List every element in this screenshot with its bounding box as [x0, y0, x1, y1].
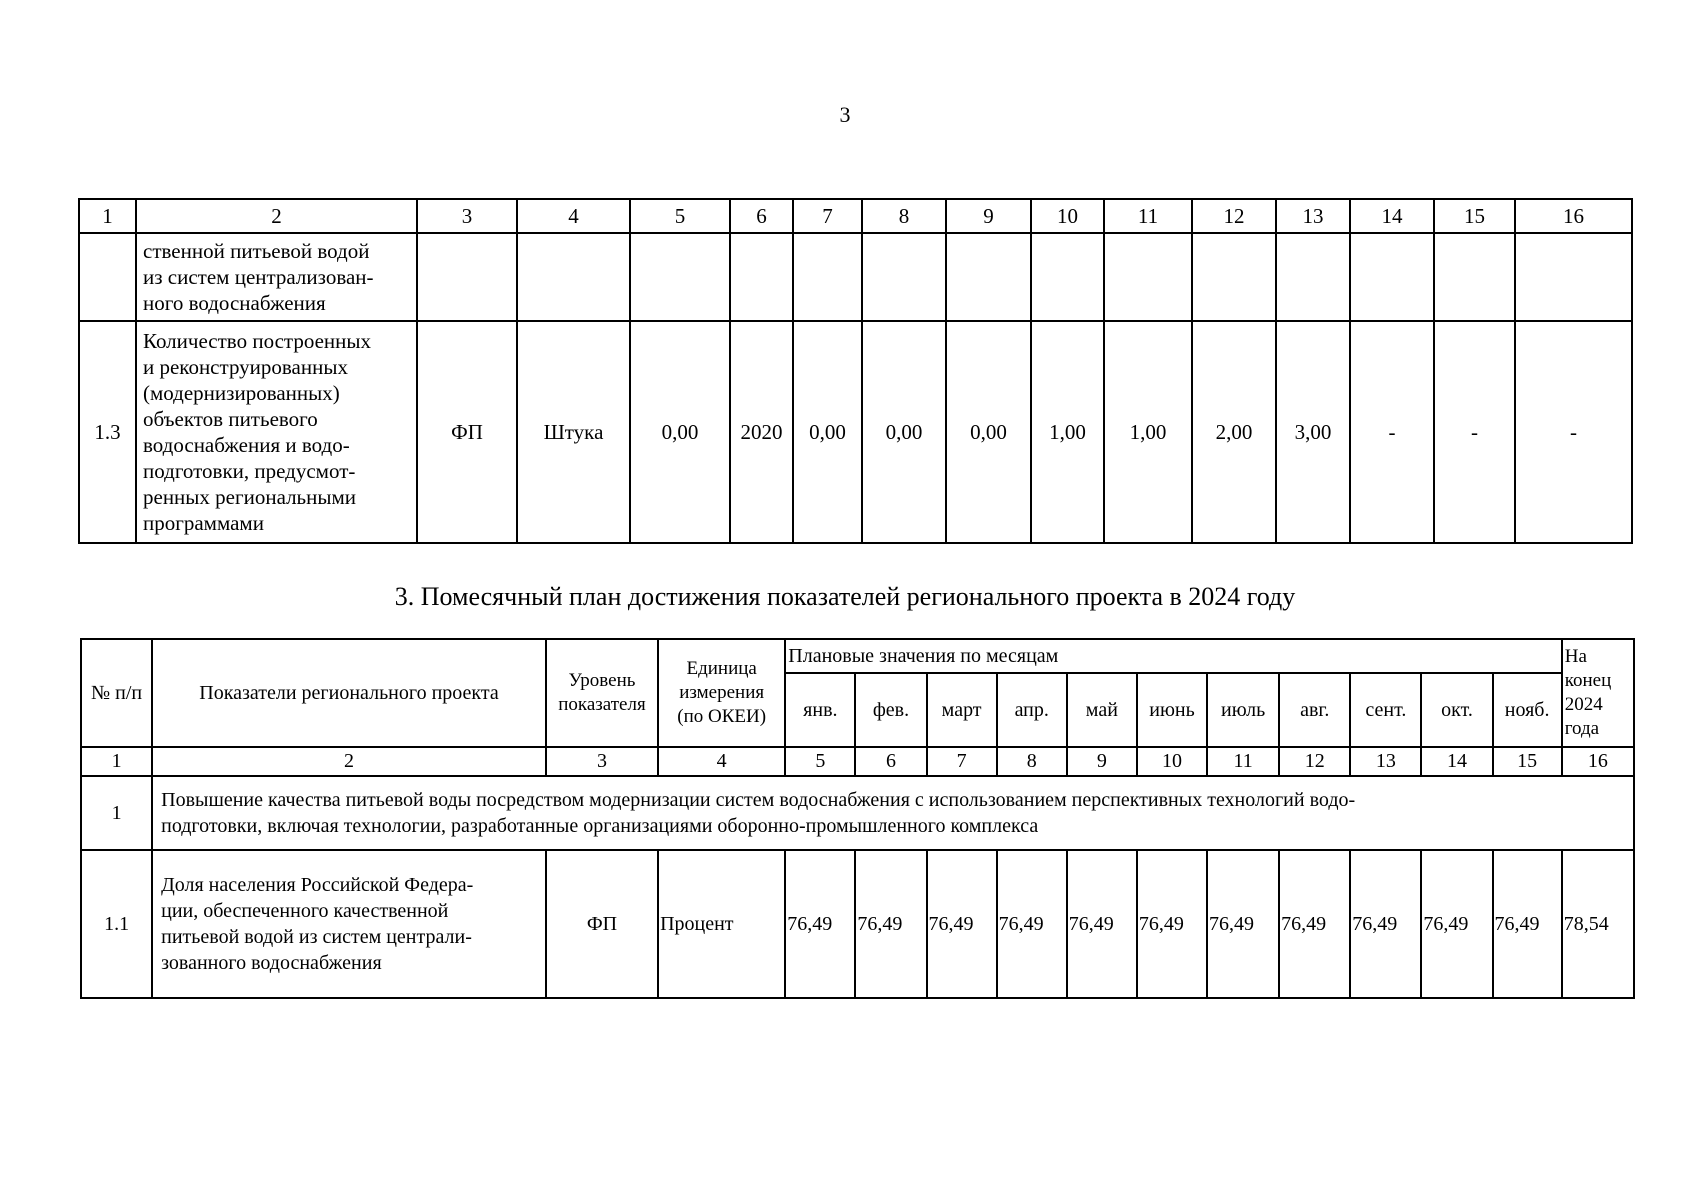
group-row — [81, 776, 1634, 850]
col-num: 4 — [517, 199, 630, 233]
header-unit — [658, 639, 785, 747]
text-line: Повышение качества питьевой воды посредством модернизации систем водоснабжения с использованием перспективных технологий водо- — [161, 789, 1356, 811]
month-jan: янв. — [785, 673, 855, 747]
table-row — [81, 850, 1634, 998]
section-title: 3. Помесячный план достижения показателей регионального проекта в 2024 году — [394, 582, 1296, 611]
col-num: 10 — [1137, 747, 1207, 776]
col-num: 14 — [1421, 747, 1492, 776]
indicator-level: ФП — [417, 321, 517, 543]
value-cell: 3,00 — [1276, 321, 1350, 543]
value-cell: 1,00 — [1104, 321, 1192, 543]
month-apr: апр. — [997, 673, 1067, 747]
text-line: 2024 — [1564, 694, 1603, 715]
text-line: Доля населения Российской Федера- — [161, 874, 474, 896]
col-num: 14 — [1350, 199, 1434, 233]
col-num: 7 — [927, 747, 997, 776]
empty-cell — [1515, 233, 1632, 321]
col-num: 13 — [1276, 199, 1350, 233]
empty-cell — [1276, 233, 1350, 321]
col-num: 11 — [1207, 747, 1279, 776]
header-num: № п/п — [81, 639, 152, 747]
empty-cell — [630, 233, 730, 321]
col-num: 5 — [785, 747, 855, 776]
value-cell: 0,00 — [946, 321, 1031, 543]
col-num: 6 — [730, 199, 793, 233]
col-num: 9 — [1067, 747, 1137, 776]
value-cell: 1,00 — [1031, 321, 1104, 543]
indicator-name — [152, 850, 546, 998]
col-num: 2 — [152, 747, 546, 776]
header-level — [546, 639, 658, 747]
value-cell: 76,49 — [997, 850, 1067, 998]
text-line: ственной питьевой водой — [143, 239, 370, 263]
col-num: 16 — [1562, 747, 1634, 776]
col-num: 3 — [417, 199, 517, 233]
col-num: 12 — [1279, 747, 1350, 776]
row-number: 1.3 — [79, 321, 136, 543]
col-num: 15 — [1434, 199, 1515, 233]
col-num: 2 — [136, 199, 417, 233]
value-cell: 76,49 — [1493, 850, 1562, 998]
header-indicators: Показатели регионального проекта — [152, 639, 546, 747]
empty-cell — [1104, 233, 1192, 321]
value-cell: - — [1515, 321, 1632, 543]
text-line: Единица — [686, 658, 757, 679]
month-oct: окт. — [1421, 673, 1492, 747]
text-line: (по ОКЕИ) — [677, 706, 767, 727]
month-may: май — [1067, 673, 1137, 747]
text-line: ного водоснабжения — [143, 291, 326, 315]
empty-cell — [1031, 233, 1104, 321]
empty-cell — [1350, 233, 1434, 321]
continuation-row — [79, 233, 1632, 321]
text-line: из систем централизован- — [143, 265, 374, 289]
unit: Процент — [658, 850, 785, 998]
value-cell: 76,49 — [1421, 850, 1492, 998]
continuation-text — [136, 233, 417, 321]
empty-cell — [517, 233, 630, 321]
month-feb: фев. — [855, 673, 926, 747]
value-cell: 76,49 — [855, 850, 926, 998]
column-number-row — [79, 199, 1632, 233]
empty-cell — [1192, 233, 1276, 321]
table-row — [79, 321, 1632, 543]
page-number: 3 — [839, 102, 851, 127]
text-line: На — [1564, 646, 1587, 667]
text-line: подготовки, предусмот- — [143, 459, 356, 483]
monthly-plan-table — [80, 638, 1635, 999]
col-num: 9 — [946, 199, 1031, 233]
text-line: питьевой водой из систем централи- — [161, 926, 472, 948]
value-cell: 76,49 — [1207, 850, 1279, 998]
header-row — [81, 639, 1634, 673]
text-line: конец — [1564, 670, 1612, 691]
col-num: 6 — [855, 747, 926, 776]
text-line: Уровень — [568, 670, 636, 691]
month-aug: авг. — [1279, 673, 1350, 747]
col-num: 8 — [997, 747, 1067, 776]
col-num: 4 — [658, 747, 785, 776]
value-cell: 2,00 — [1192, 321, 1276, 543]
col-num: 3 — [546, 747, 658, 776]
col-num: 11 — [1104, 199, 1192, 233]
col-num: 13 — [1350, 747, 1421, 776]
column-number-row — [81, 747, 1634, 776]
group-title — [152, 776, 1634, 850]
empty-cell — [946, 233, 1031, 321]
col-num: 1 — [79, 199, 136, 233]
header-end-of-year — [1562, 639, 1634, 747]
value-cell: 76,49 — [785, 850, 855, 998]
text-line: ции, обеспеченного качественной — [161, 900, 449, 922]
text-line: и реконструированных — [143, 355, 348, 379]
group-number: 1 — [81, 776, 152, 850]
value-cell: 76,49 — [1137, 850, 1207, 998]
value-cell: 76,49 — [1067, 850, 1137, 998]
text-line: года — [1564, 718, 1600, 739]
col-num: 15 — [1493, 747, 1562, 776]
indicator-name — [136, 321, 417, 543]
month-jun: июнь — [1137, 673, 1207, 747]
col-num: 7 — [793, 199, 862, 233]
text-line: водоснабжения и водо- — [143, 433, 350, 457]
value-cell: 0,00 — [862, 321, 946, 543]
col-num: 12 — [1192, 199, 1276, 233]
value-cell: 76,49 — [1279, 850, 1350, 998]
value-cell: 76,49 — [1350, 850, 1421, 998]
empty-cell — [730, 233, 793, 321]
end-of-year-value: 78,54 — [1562, 850, 1634, 998]
text-line: показателя — [558, 694, 646, 715]
month-mar: март — [927, 673, 997, 747]
text-line: (модернизированных) — [143, 381, 340, 405]
col-num: 8 — [862, 199, 946, 233]
value-cell: - — [1350, 321, 1434, 543]
value-cell: - — [1434, 321, 1515, 543]
col-num: 5 — [630, 199, 730, 233]
value-cell: 76,49 — [927, 850, 997, 998]
month-nov: нояб. — [1493, 673, 1562, 747]
row-number: 1.1 — [81, 850, 152, 998]
month-sep: сент. — [1350, 673, 1421, 747]
text-line: подготовки, включая технологии, разработанные организациями оборонно-промышленного комплекса — [161, 815, 1039, 837]
text-line: программами — [143, 511, 264, 535]
indicator-level: ФП — [546, 850, 658, 998]
text-line: ренных региональными — [143, 485, 357, 509]
text-line: зованного водоснабжения — [161, 952, 382, 974]
empty-cell — [862, 233, 946, 321]
col-num: 10 — [1031, 199, 1104, 233]
month-jul: июль — [1207, 673, 1279, 747]
text-line: Количество построенных — [143, 329, 372, 353]
base-value: 0,00 — [630, 321, 730, 543]
empty-cell — [793, 233, 862, 321]
empty-cell — [1434, 233, 1515, 321]
value-cell: 0,00 — [793, 321, 862, 543]
unit: Штука — [517, 321, 630, 543]
header-monthly-values: Плановые значения по месяцам — [785, 639, 1561, 673]
indicators-table-continued — [78, 198, 1633, 544]
base-year: 2020 — [730, 321, 793, 543]
col-num: 1 — [81, 747, 152, 776]
empty-cell — [79, 233, 136, 321]
text-line: объектов питьевого — [143, 407, 318, 431]
empty-cell — [417, 233, 517, 321]
text-line: измерения — [679, 682, 765, 703]
col-num: 16 — [1515, 199, 1632, 233]
